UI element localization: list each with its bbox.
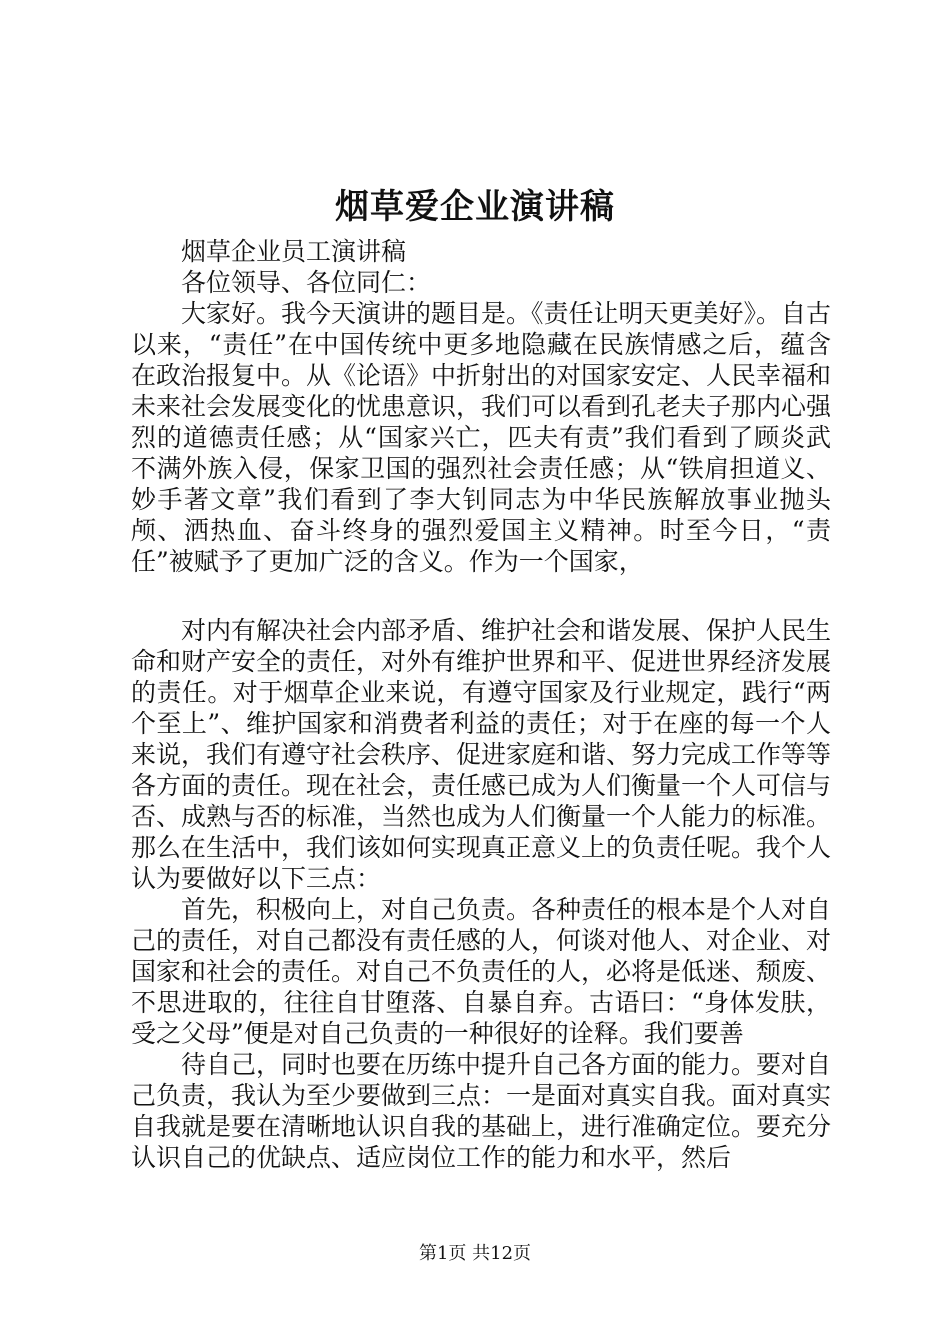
paragraph-gap: [131, 577, 831, 615]
body-paragraph: 大家好。我今天演讲的题目是。《责任让明天更美好》。自古以来，“责任”在中国传统中更多地隐藏在民族情感之后，蕴含在政治报复中。从《论语》中折射出的对国家安定、人民幸福和未来社会发展变化的忧患意识，我们可以看到孔老夫子那内心强烈的道德责任感；从“国家兴亡，匹夫有责”我们看到了顾炎武不满外族入侵，保家卫国的强烈社会责任感；从“铁肩担道义、妙手著文章”我们看到了李大钊同志为中华民族解放事业抛头颅、洒热血、奋斗终身的强烈爱国主义精神。时至今日，“责任”被赋予了更加广泛的含义。作为一个国家，: [131, 299, 832, 576]
salutation-line: 各位领导、各位同仁：: [181, 268, 432, 297]
body-paragraph: 对内有解决社会内部矛盾、维护社会和谐发展、保护人民生命和财产安全的责任，对外有维护世界和平、促进世界经济发展的责任。对于烟草企业来说，有遵守国家及行业规定，践行“两个至上”、维护国家和消费者利益的责任；对于在座的每一个人来说，我们有遵守社会秩序、促进家庭和谐、努力完成工作等等各方面的责任。现在社会，责任感已成为人们衡量一个人可信与否、成熟与否的标准，当然也成为人们衡量一个人能力的标准。那么在生活中，我们该如何实现真正意义上的负责任呢。我个人认为要做好以下三点：: [131, 616, 832, 893]
body-paragraph: 待自己，同时也要在历练中提升自己各方面的能力。要对自己负责，我认为至少要做到三点：一是面对真实自我。面对真实自我就是要在清晰地认识自我的基础上，进行准确定位。要充分认识自己的优缺点、适应岗位工作的能力和水平，然后: [131, 1050, 832, 1172]
document-body: [131, 236, 831, 1173]
body-paragraph: 首先，积极向上，对自己负责。各种责任的根本是个人对自己的责任，对自己都没有责任感的人，何谈对他人、对企业、对国家和社会的责任。对自己不负责任的人，必将是低迷、颓废、不思进取的，往往自甘堕落、自暴自弃。古语曰：“身体发肤，受之父母”便是对自己负责的一种很好的诠释。我们要善: [131, 895, 832, 1048]
page-number-footer: 第1页 共12页: [418, 1243, 532, 1264]
document-title: 烟草爱企业演讲稿: [335, 187, 615, 227]
subtitle-line: 烟草企业员工演讲稿: [181, 237, 407, 266]
